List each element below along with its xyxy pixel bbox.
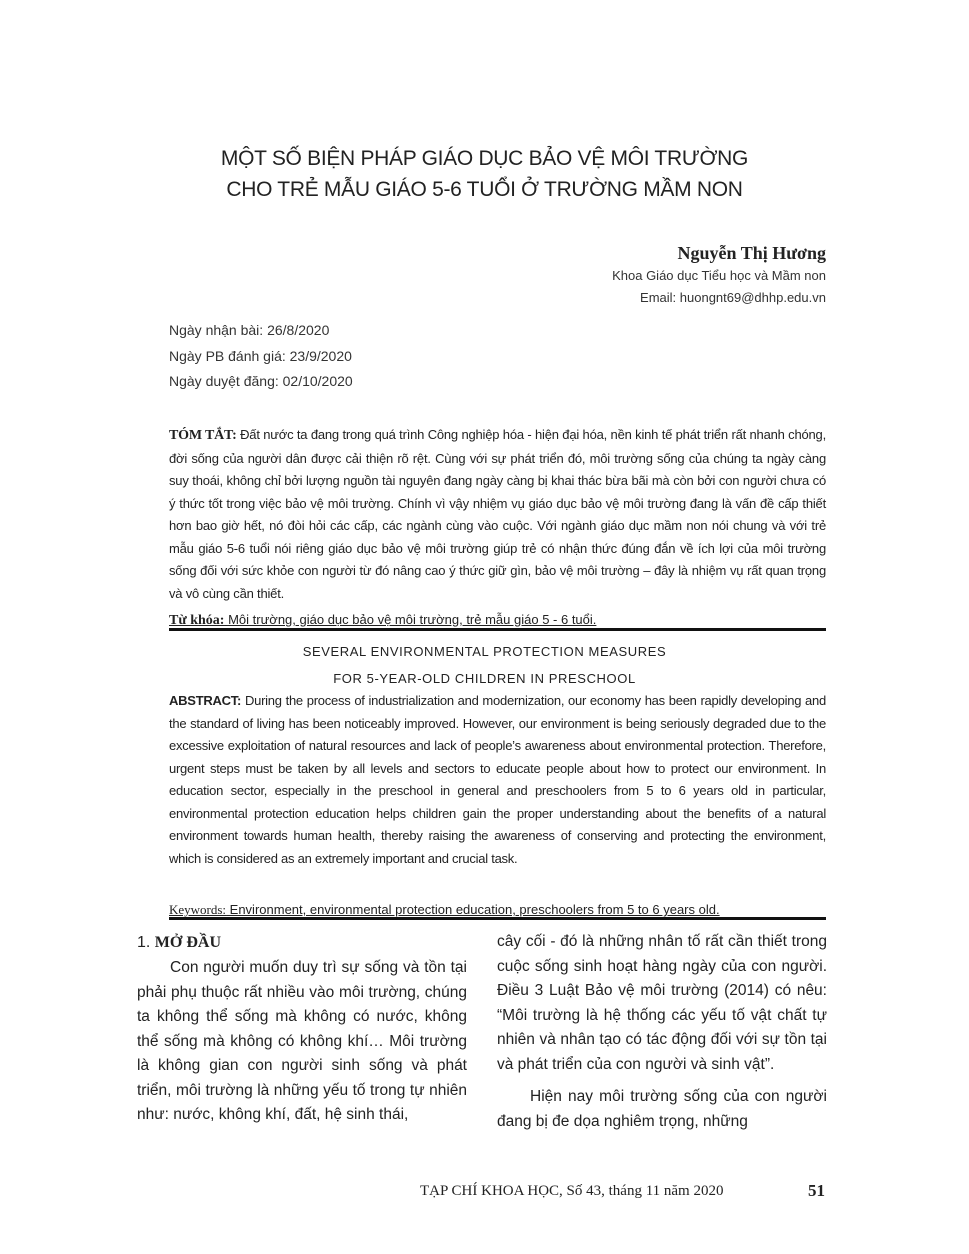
author-name: Nguyễn Thị Hương [677,243,826,263]
keywords-vi-text: Môi trường, giáo dục bảo vệ môi trường, trẻ mẫu giáo 5 - 6 tuổi. [224,612,597,627]
date-accepted: Ngày duyệt đăng: 02/10/2020 [169,373,353,389]
page-number: 51 [808,1181,825,1200]
body-paragraph: Hiện nay môi trường sống của con người đang bị đe dọa nghiêm trọng, những [497,1088,827,1130]
body-column-left [137,930,467,1128]
body-paragraph: Con người muốn duy trì sự sống và tồn tại phải phụ thuộc rất nhiều vào môi trường, chúng ta không thể sống mà không có nước, không thể sống mà không có không khí… Môi trường là không gian con người sinh sống và phát triển, môi trường là những yếu tố trong tự nhiên như: nước, không khí, đất, hệ sinh thái, [137,959,467,1123]
article-title-line-2: CHO TRẺ MẪU GIÁO 5-6 TUỔI Ở TRƯỜNG MẦM NON [226,178,743,201]
divider-rule [169,917,826,920]
divider-rule [169,628,826,631]
article-dates [169,318,353,395]
abstract-en-text: During the process of industrialization and modernization, our economy has been rapidly developing and the standard of living has been noticeably improved. However, our environment is being seriously degraded due to the excessive exploitation of natural resources and lack of people’s awareness about environmental protection. Therefore, urgent steps must be taken by all levels and sectors to educate people about how to protect our environment. In education sector, especially in the preschool in general and preschoolers from 5 to 6 years old in particular, environmental protection education helps children gain the proper understanding about the benefits of a natural environment towards human health, thereby raising the awareness of conserving and protecting the environment, which is considered as an extremely important and crucial task. [169,693,826,866]
english-title [0,638,969,692]
english-title-line-1: SEVERAL ENVIRONMENTAL PROTECTION MEASURES [302,644,667,659]
keywords-vi-label: Từ khóa: [169,613,225,628]
keywords-en-text: Environment, environmental protection education, preschoolers from 5 to 6 years old. [226,902,720,917]
author-block [612,241,826,309]
section-title: MỞ ĐẦU [154,934,222,951]
abstract-vi-label: TÓM TẮT: [169,428,237,443]
body-column-right [497,930,827,1134]
abstract-english [169,690,826,870]
english-title-line-2: FOR 5-YEAR-OLD CHILDREN IN PRESCHOOL [333,671,636,686]
article-title-line-1: MỘT SỐ BIỆN PHÁP GIÁO DỤC BẢO VỆ MÔI TRƯỜNG [220,147,749,170]
journal-citation: TẠP CHÍ KHOA HỌC, Số 43, tháng 11 năm 2020 [420,1183,724,1199]
abstract-en-label: ABSTRACT: [169,693,242,708]
date-received: Ngày nhận bài: 26/8/2020 [169,322,330,338]
keywords-en-label: Keywords: [169,902,227,917]
section-number: 1. [137,934,155,951]
abstract-vietnamese [169,424,826,605]
body-paragraph-continued: cây cối - đó là những nhân tố rất cần thiết trong cuộc sống sinh hoạt hàng ngày của con người. Điều 3 Luật Bảo vệ môi trường (2014) có nêu: “Môi trường là hệ thống các yếu tố vật chất tự nhiên và nhân tạo có tác động đối với sự tồn tại và phát triển của con người và sinh vật”. [497,933,827,1073]
date-reviewed: Ngày PB đánh giá: 23/9/2020 [169,347,352,364]
author-email: Email: huongnt69@dhhp.edu.vn [640,290,826,305]
author-affiliation: Khoa Giáo dục Tiểu học và Mầm non [612,268,826,283]
abstract-vi-text: Đất nước ta đang trong quá trình Công nghiệp hóa - hiện đại hóa, nền kinh tế phát triển rất nhanh chóng, đời sống của người dân được cải thiện rõ rệt. Cùng với sự phát triển đó, môi trường sống của chúng ta ngày càng suy thoái, không chỉ bởi lượng nguồn tài nguyên đang ngày càng bị khai thác bừa bãi mà còn bởi con người chưa có ý thức tốt trong việc bảo vệ môi trường. Chính vì vậy nhiệm vụ giáo dục bảo vệ môi trường đang là vấn đề cấp thiết hơn bao giờ hết, nó đòi hỏi các cấp, các ngành cùng vào cuộc. Với ngành giáo dục mầm non nói chung và với trẻ mẫu giáo 5-6 tuổi nói riêng giáo dục bảo vệ môi trường giúp trẻ có nhận thức đúng đắn về ích lợi của môi trường sống đối với sức khỏe con người từ đó nâng cao ý thức giữ gìn, bảo vệ môi trường – đây là nhiệm vụ rất quan trọng và vô cùng cần thiết. [169,427,826,601]
article-title [0,143,969,205]
section-heading [137,930,467,956]
page-footer [420,1178,825,1204]
